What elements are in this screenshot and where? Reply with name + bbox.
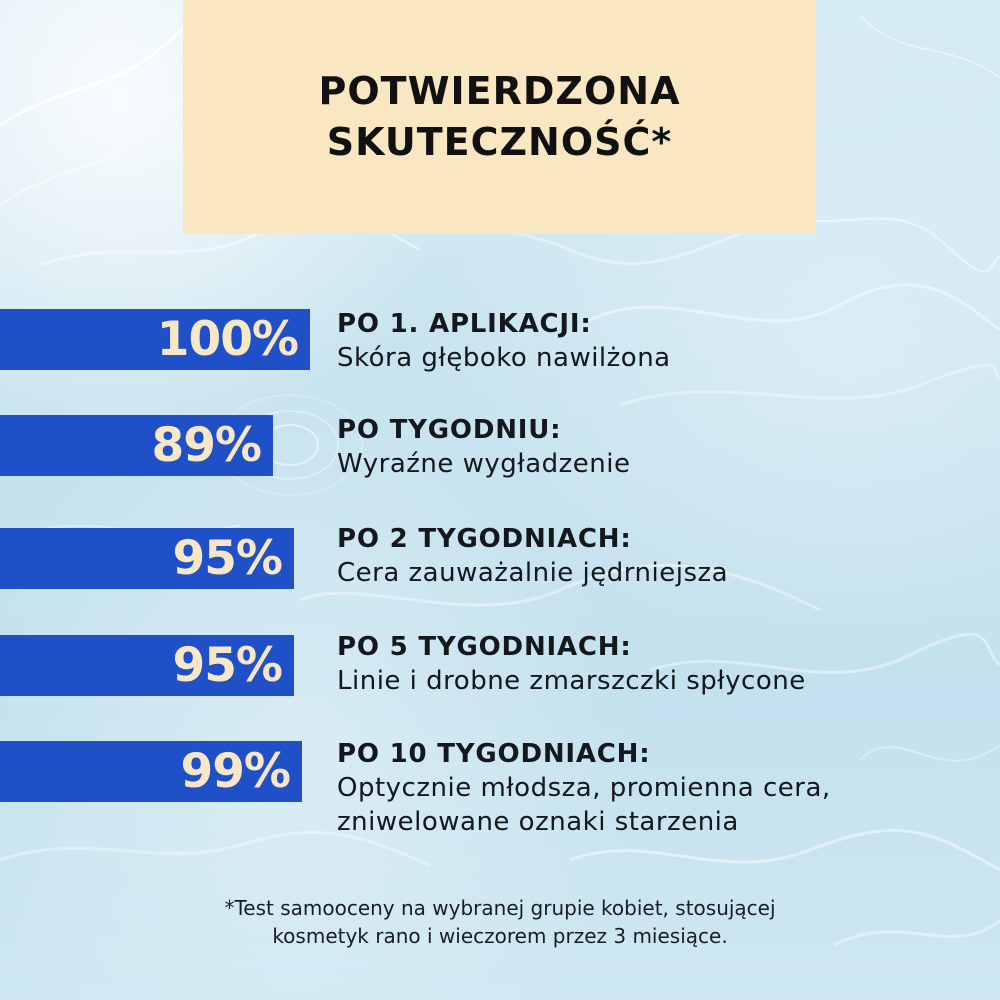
result-description: Skóra głęboko nawilżona <box>337 343 671 373</box>
result-percent-bar <box>0 528 294 589</box>
footnote-line-2: kosmetyk rano i wieczorem przez 3 miesiące. <box>272 924 728 948</box>
result-text <box>337 630 957 698</box>
result-description-line-1: Optycznie młodsza, promienna cera, <box>337 773 831 803</box>
result-percent: 100% <box>156 312 298 367</box>
result-description-line-2: zniwelowane oznaki starzenia <box>337 807 739 837</box>
result-heading: PO 2 TYGODNIACH: <box>337 524 632 554</box>
result-text <box>337 413 957 481</box>
footnote-line-1: *Test samooceny na wybranej grupie kobiet, stosującej <box>224 896 776 920</box>
headline-line-2: SKUTECZNOŚĆ* <box>326 120 673 164</box>
result-text <box>337 307 957 375</box>
result-heading: PO TYGODNIU: <box>337 415 562 445</box>
result-heading: PO 10 TYGODNIACH: <box>337 739 651 769</box>
result-description: Linie i drobne zmarszczki spłycone <box>337 666 806 696</box>
result-percent: 89% <box>151 418 261 473</box>
result-percent-bar <box>0 635 294 696</box>
headline-line-1: POTWIERDZONA <box>318 69 681 114</box>
result-percent-bar <box>0 309 310 370</box>
result-description: Wyraźne wygładzenie <box>337 449 631 479</box>
result-text <box>337 522 957 590</box>
result-description: Cera zauważalnie jędrniejsza <box>337 558 729 588</box>
result-percent-bar <box>0 415 273 476</box>
result-percent: 95% <box>172 531 282 586</box>
result-text <box>337 737 957 839</box>
headline-box <box>183 0 816 234</box>
result-heading: PO 5 TYGODNIACH: <box>337 632 632 662</box>
footnote <box>0 894 1000 950</box>
result-percent: 99% <box>180 744 290 799</box>
result-percent-bar <box>0 741 302 802</box>
result-percent: 95% <box>172 638 282 693</box>
result-heading: PO 1. APLIKACJI: <box>337 309 592 339</box>
